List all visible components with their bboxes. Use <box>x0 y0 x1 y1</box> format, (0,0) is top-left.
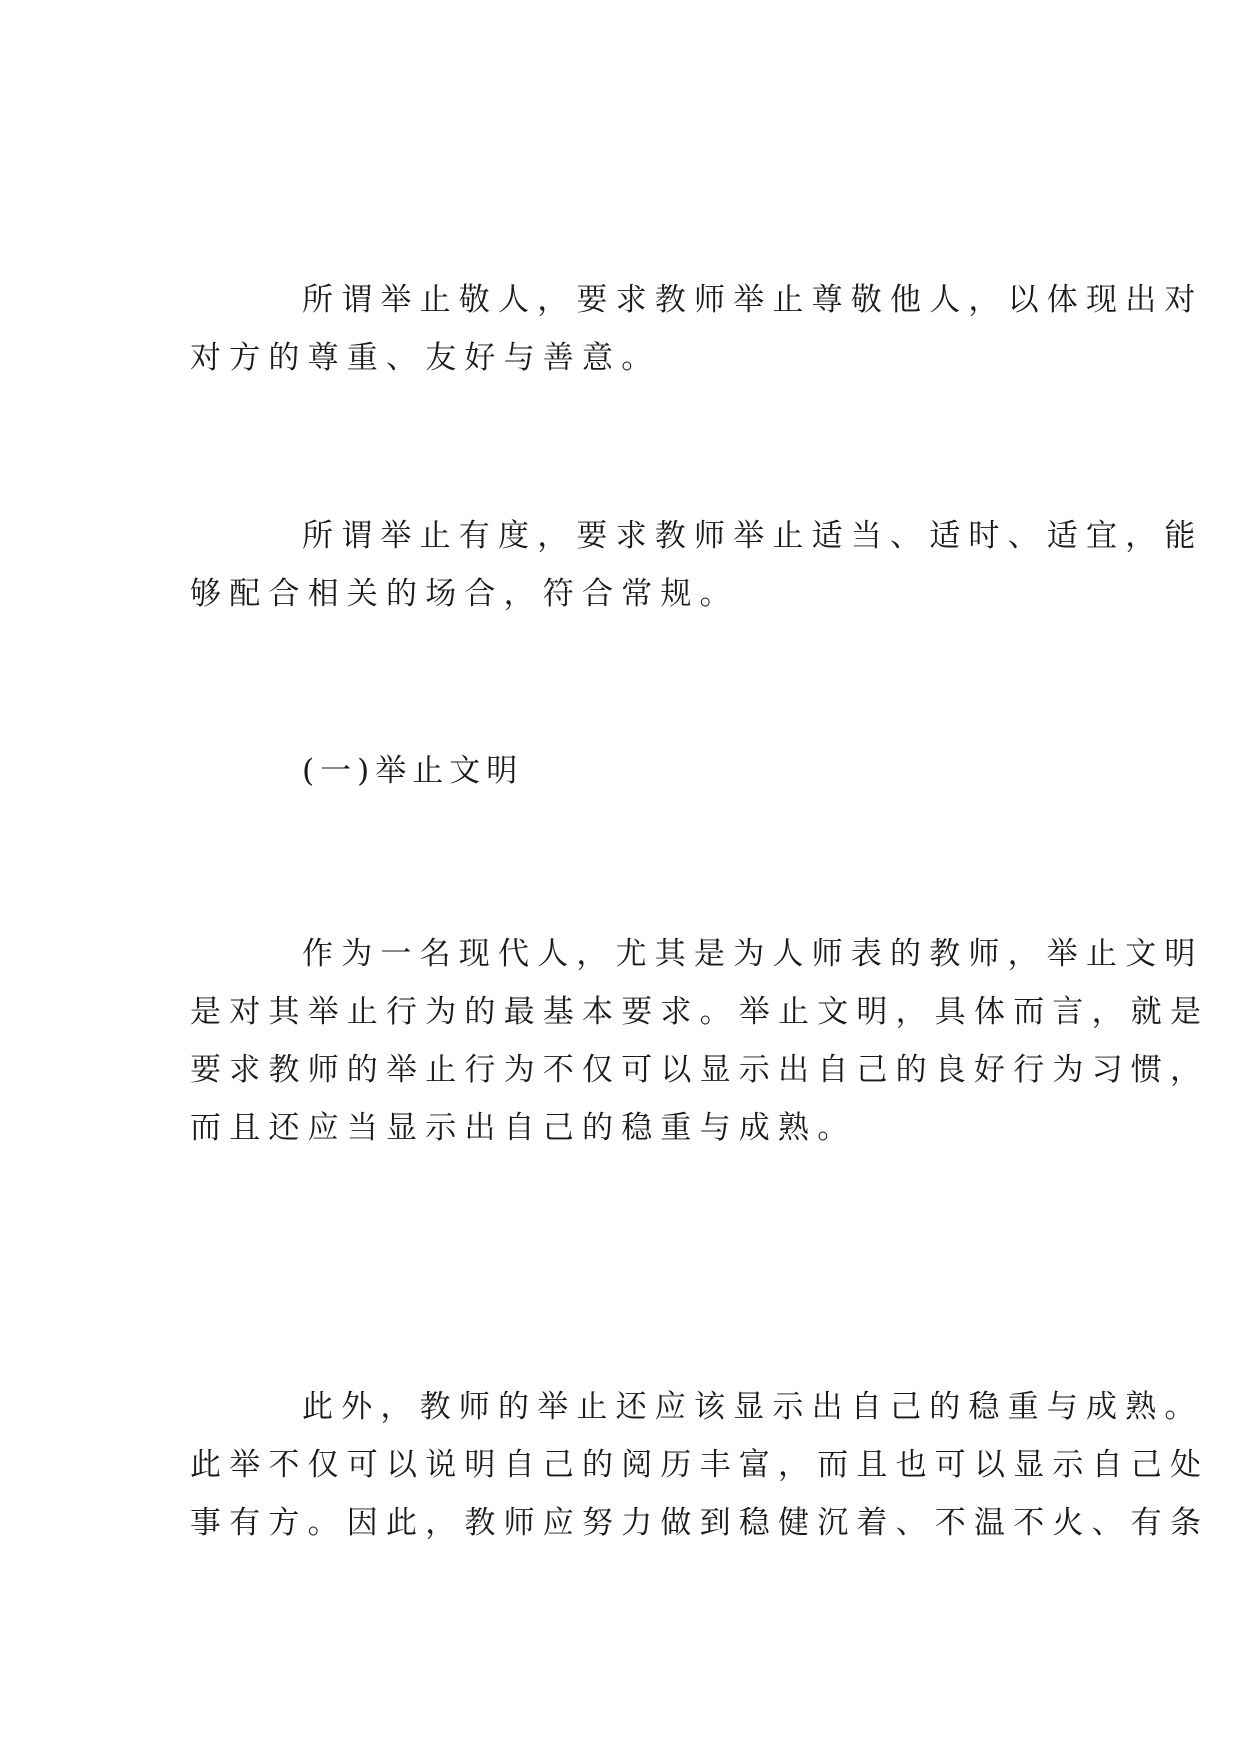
paragraph-line: 要求教师的举止行为不仅可以显示出自己的良好行为习惯， <box>190 1052 1210 1088</box>
paragraph-line: 是对其举止行为的最基本要求。举止文明，具体而言，就是 <box>190 994 1210 1030</box>
paragraph-line: 事有方。因此，教师应努力做到稳健沉着、不温不火、有条 <box>190 1505 1210 1541</box>
paragraph-line: 够配合相关的场合，符合常规。 <box>190 576 739 612</box>
paragraph-line: 此外，教师的举止还应该显示出自己的稳重与成熟。 <box>302 1389 1204 1425</box>
paragraph-line: 作为一名现代人，尤其是为人师表的教师，举止文明 <box>302 936 1204 972</box>
paragraph-moderation <box>190 507 1204 623</box>
paragraph-maturity <box>190 1378 1210 1552</box>
paragraph-line: 此举不仅可以说明自己的阅历丰富，而且也可以显示自己处 <box>190 1447 1210 1483</box>
section-heading <box>190 742 1070 800</box>
paragraph-civility <box>190 925 1210 1157</box>
paragraph-respect <box>190 271 1204 387</box>
heading-text: (一)举止文明 <box>302 753 524 789</box>
paragraph-line: 所谓举止有度，要求教师举止适当、适时、适宜，能 <box>302 518 1204 554</box>
paragraph-line: 而且还应当显示出自己的稳重与成熟。 <box>190 1110 857 1146</box>
paragraph-line: 对方的尊重、友好与善意。 <box>190 340 661 376</box>
paragraph-line: 所谓举止敬人，要求教师举止尊敬他人，以体现出对 <box>302 282 1204 318</box>
